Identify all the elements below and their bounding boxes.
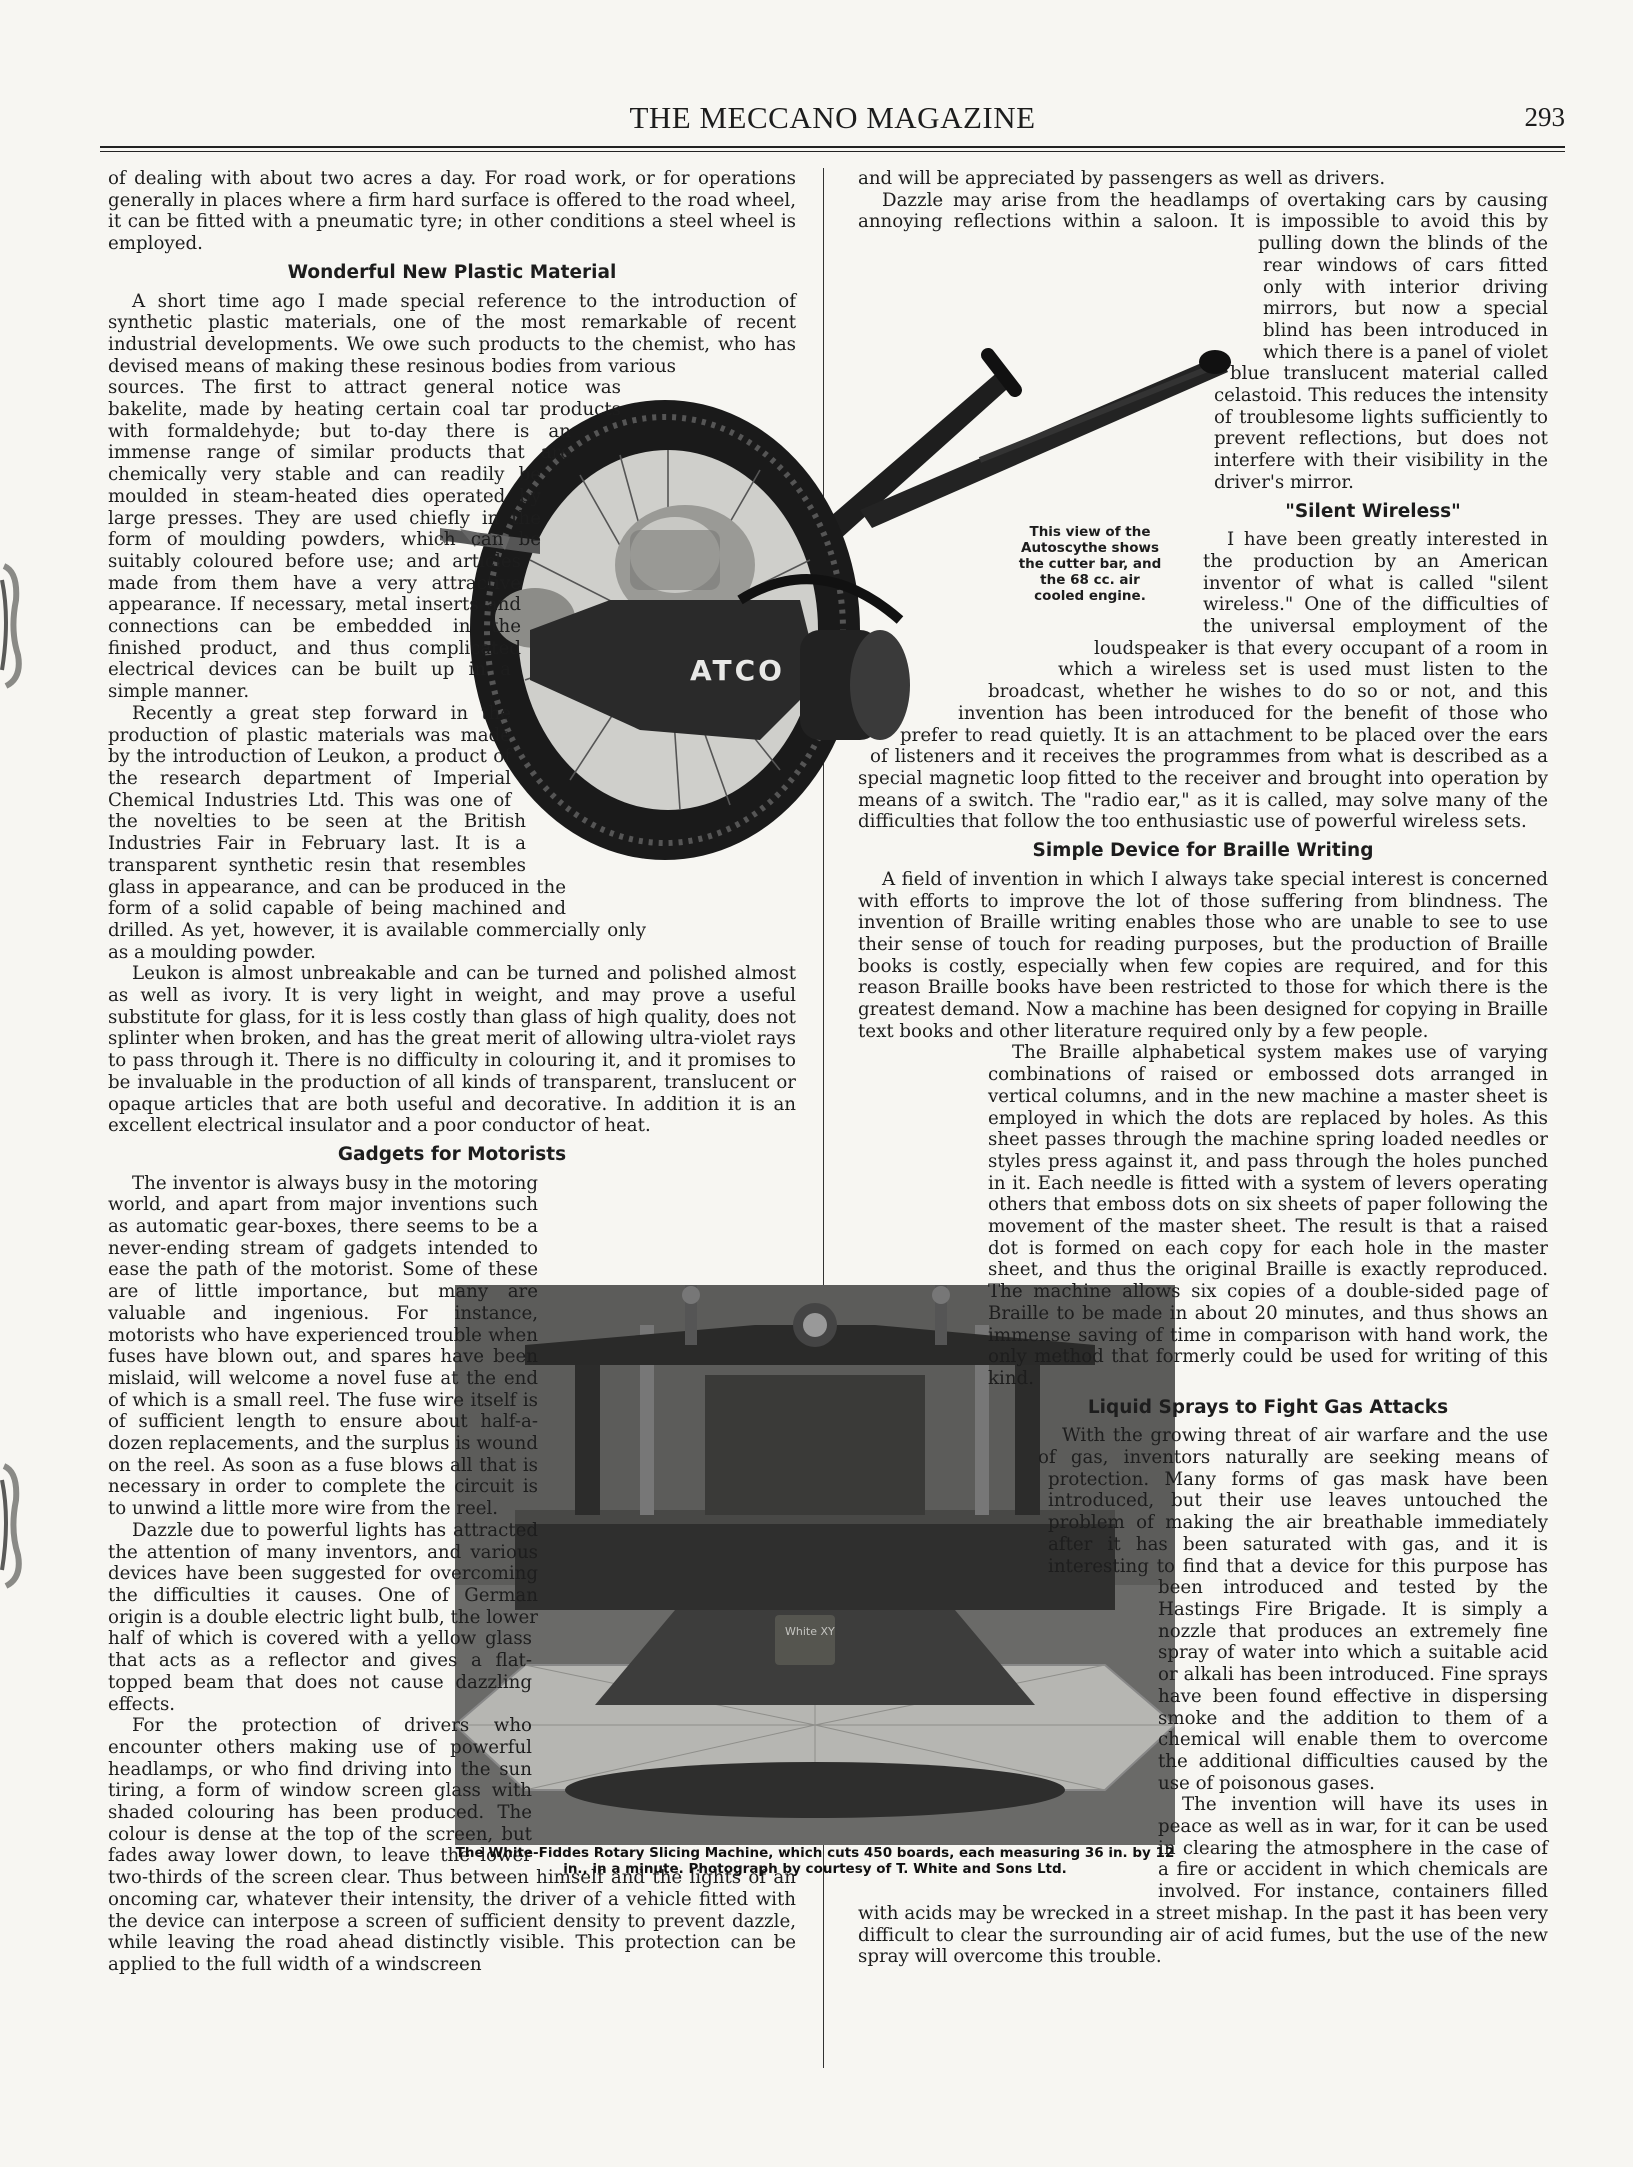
paragraph: For the protection of drivers who encounter others making use of powerful headlamps, or who find driving into the sun tiring, a form of window screen glass with shaded colouring has been produced. The colour is dense at the top of the screen, but fades away lower down, to leave the lower two-thirds of the screen clear. Thus between himself and the lights of an oncoming car, whatever their intensity, the driver of a vehicle fitted with the device can interpose a screen of sufficient density to prevent dazzle, while leaving the road ahead distinctly visible. This protection can be applied to the full width of a windscreen (108, 1715, 796, 1975)
paragraph: A field of invention in which I always take special interest is concerned with efforts to improve the lot of those suffering from blindness. The invention of Braille writing enables those who are unable to see to use their sense of touch for reading purposes, but the production of Braille books is costly, especially when few copies are required, and for this reason Braille books have been restricted to those for which there is the greatest demand. Now a machine has been designed for copying in Braille text books and other literature required only by a few people. (858, 868, 1548, 1042)
paragraph: With the growing threat of air warfare and the use of gas, inventors naturally are seeking means of protection. Many forms of gas mask have been introduced, but their use leaves untouched the problem of making the air breathable immediately after it has been saturated with gas, and it is interesting to find that a device for this purpose has been introduced and tested by the Hastings Fire Brigade. It is simply a nozzle that produces an extremely fine spray of water into which a suitable acid or alkali has been introduced. Fine sprays have been found effective in dispersing smoke and the addition to them of a chemical will enable them to overcome the additional difficulties caused by the use of poisonous gases. (1038, 1425, 1548, 1794)
heading-gadgets: Gadgets for Motorists (337, 1143, 567, 1165)
header-rule (100, 146, 1565, 148)
paragraph: of dealing with about two acres a day. For road work, or for operations generally in places where a firm hard surface is offered to the road wheel, it can be fitted with a pneumatic tyre; in other conditions a steel wheel is employed. (108, 168, 796, 255)
page-header (100, 100, 1565, 142)
page-number: 293 (1524, 102, 1565, 132)
paragraph: A short time ago I made special reference to the introduction of synthetic plastic materials, one of the most remarkable of recent industrial developments. We owe such products to the chemist, who has devised means of making these resinous bodies from various sources. The first to attract general notice was bakelite, made by heating certain coal tar products with formaldehyde; but to-day there is an immense range of similar products that are chemically very stable and can readily be moulded in steam-heated dies operated by large presses. They are used chiefly in the form of moulding powders, which can be suitably coloured before use; and articles made from them have a very attractive appearance. If necessary, metal inserts and connections can be embedded in the finished product, and thus complicated electrical devices can be built up in a simple manner. (108, 290, 796, 703)
heading-wireless: "Silent Wireless" (1285, 500, 1461, 522)
binding-mark-top (0, 560, 40, 690)
paragraph: I have been greatly interested in the production by an American inventor of what is called "silent wireless." One of the difficulties of the universal employment of the loudspeaker is that every occupant of a room in which a wireless set is used must listen to the broadcast, whether he wishes to do so or not, and this invention has been introduced for the benefit of those who prefer to read quietly. It is an attachment to be placed over the ears of listeners and it receives the programmes from what is described as a special magnetic loop fitted to the receiver and brought into operation by means of a switch. The "radio ear," as it is called, may solve many of the difficulties that follow the too enthusiastic use of powerful wireless sets. (858, 529, 1548, 833)
paragraph: Recently a great step forward in the production of plastic materials was made by the introduction of Leukon, a product of the research department of Imperial Chemical Industries Ltd. This was one of the novelties to be seen at the British Industries Fair in February last. It is a transparent synthetic resin that resembles glass in appearance, and can be produced in the form of a solid capable of being machined and drilled. As yet, however, it is available commercially only as a moulding powder. (108, 702, 646, 963)
magazine-title: THE MECCANO MAGAZINE (629, 100, 1036, 135)
header-rule-thin (100, 151, 1565, 152)
heading-sprays: Liquid Sprays to Fight Gas Attacks (1087, 1396, 1449, 1418)
left-column (108, 168, 796, 1976)
paragraph: The Braille alphabetical system makes use of varying combinations of raised or embossed dots arranged in vertical columns, and in the new machine a master sheet is employed in which the dots are replaced by holes. As this sheet passes through the machine spring loaded needles or styles press against it, and pass through the holes punched in it. Each needle is fitted with a system of levers operating others that emboss dots on six sheets of paper following the movement of the master sheet. The result is that a raised dot is formed on each copy for each hole in the master sheet, and thus the original Braille is exactly reproduced. The machine allows six copies of a double-sided page of Braille to be made in about 20 minutes, and thus shows an immense saving of time in comparison with hand work, the only method that formerly could be used for writing of this kind. (988, 1042, 1548, 1389)
right-column (858, 168, 1548, 1968)
paragraph: Dazzle due to powerful lights has attracted the attention of many inventors, and various devices have been suggested for overcoming the difficulties it causes. One of German origin is a double electric light bulb, the lower half of which is covered with a yellow glass that acts as a reflector and gives a flat-topped beam that does not cause dazzling effects. (108, 1519, 538, 1715)
paragraph: Leukon is almost unbreakable and can be turned and polished almost as well as ivory. It is very light in weight, and may prove a useful substitute for glass, for it is less costly than glass of high quality, does not splinter when broken, and has the great merit of allowing ultra-violet rays to pass through it. There is no difficulty in colouring it, and it promises to be invaluable in the production of all kinds of transparent, translucent or opaque articles that are both useful and decorative. In addition it is an excellent electrical insulator and a poor conductor of heat. (108, 963, 796, 1137)
slicing-machine-caption: The White-Fiddes Rotary Slicing Machine, which cuts 450 boards, each measuring 36 in. by 12 in., in a minute. Photograph by courtesy of T. White and Sons Ltd. (455, 1845, 1175, 1877)
binding-mark-bottom (0, 1460, 40, 1590)
paragraph: The invention will have its uses in peace as well as in war, for it can be used in clearing the atmosphere in the case of a fire or accident in which chemicals are involved. For instance, containers filled with acids may be wrecked in a street mishap. In the past it has been very difficult to clear the surrounding air of acid fumes, but the use of the new spray will overcome this trouble. (858, 1794, 1548, 1968)
paragraph: and will be appreciated by passengers as well as drivers. (858, 168, 1386, 189)
autoscythe-caption: This view of the Autoscythe shows the cutter bar, and the 68 cc. air cooled engine. (1018, 524, 1162, 604)
heading-plastic: Wonderful New Plastic Material (287, 261, 617, 283)
paragraph: The inventor is always busy in the motoring world, and apart from major inventions such as automatic gear-boxes, there seems to be a never-ending stream of gadgets intended to ease the path of the motorist. Some of these are of little importance, but many are valuable and ingenious. For instance, motorists who have experienced trouble when fuses have blown out, and spares have been mislaid, will welcome a novel fuse at the end of which is a small reel. The fuse wire itself is of sufficient length to ensure about half-a-dozen replacements, and the surplus is wound on the reel. As soon as a fuse blows all that is necessary in order to complete the circuit is to unwind a little more wire from the reel. (108, 1172, 538, 1520)
paragraph: Dazzle may arise from the headlamps of overtaking cars by causing annoying reflections within a saloon. It is impossible to avoid this by pulling down the blinds of the rear windows of cars fitted only with interior driving mirrors, but now a special blind has been introduced in which there is a panel of violet blue translucent material called celastoid. This reduces the intensity of troublesome lights sufficiently to prevent reflections, but does not interfere with their visibility in the driver's mirror. (858, 189, 1548, 493)
atco-label: ATCO (690, 654, 785, 687)
machine-nameplate: White XY (785, 1625, 835, 1638)
heading-braille: Simple Device for Braille Writing (1032, 840, 1374, 862)
